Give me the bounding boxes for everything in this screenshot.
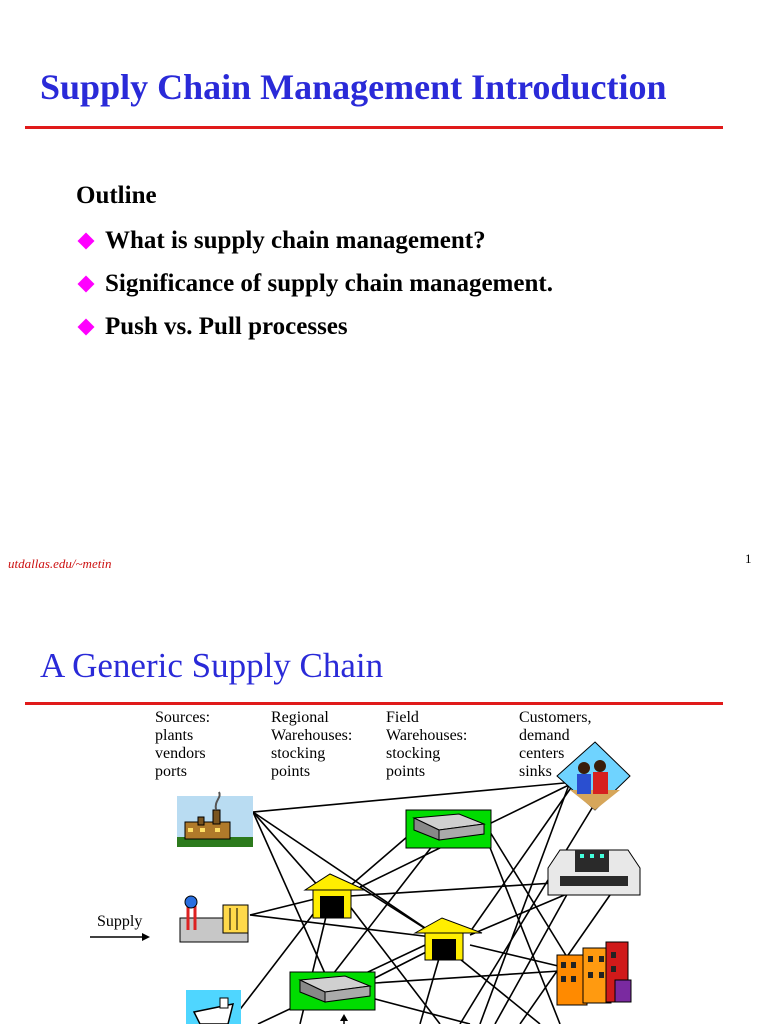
- list-item-text: Push vs. Pull processes: [105, 313, 348, 340]
- port-icon: [186, 990, 241, 1024]
- factory-icon: [177, 792, 253, 847]
- field-warehouse-icon: [415, 918, 482, 960]
- slide-2: [0, 600, 768, 1024]
- store-icon: [548, 850, 640, 895]
- field-warehouses-label: Field Warehouses: stocking points: [386, 709, 468, 780]
- diamond-bullet-icon: [78, 233, 95, 250]
- slide-2-title: A Generic Supply Chain: [40, 646, 384, 685]
- outline-heading: Outline: [76, 182, 157, 209]
- supply-arrow-icon: [90, 933, 150, 941]
- title-underline: [25, 126, 723, 129]
- regional-warehouse-icon: [290, 972, 375, 1010]
- outline-list: [78, 224, 553, 353]
- diamond-bullet-icon: [78, 319, 95, 336]
- city-icon: [557, 942, 631, 1005]
- supply-chain-diagram: [0, 600, 768, 1024]
- slide-1-title: Supply Chain Management Introduction: [40, 67, 667, 107]
- regional-warehouses-label: Regional Warehouses: stocking points: [271, 709, 353, 780]
- page-number: 1: [745, 551, 752, 566]
- customers-label: Customers, demand centers sinks: [519, 709, 592, 780]
- list-item: [78, 224, 553, 267]
- supply-label: Supply: [97, 913, 143, 930]
- list-item: [78, 267, 553, 310]
- list-item-text: What is supply chain management?: [105, 227, 486, 254]
- sources-label: Sources: plants vendors ports: [155, 709, 211, 780]
- footer-url: utdallas.edu/~metin: [8, 556, 112, 571]
- up-arrow-icon: [340, 1014, 348, 1024]
- field-warehouse-icon: [406, 810, 491, 848]
- list-item-text: Significance of supply chain management.: [105, 270, 553, 297]
- plant-icon: [180, 896, 248, 942]
- diamond-bullet-icon: [78, 276, 95, 293]
- list-item: [78, 310, 553, 353]
